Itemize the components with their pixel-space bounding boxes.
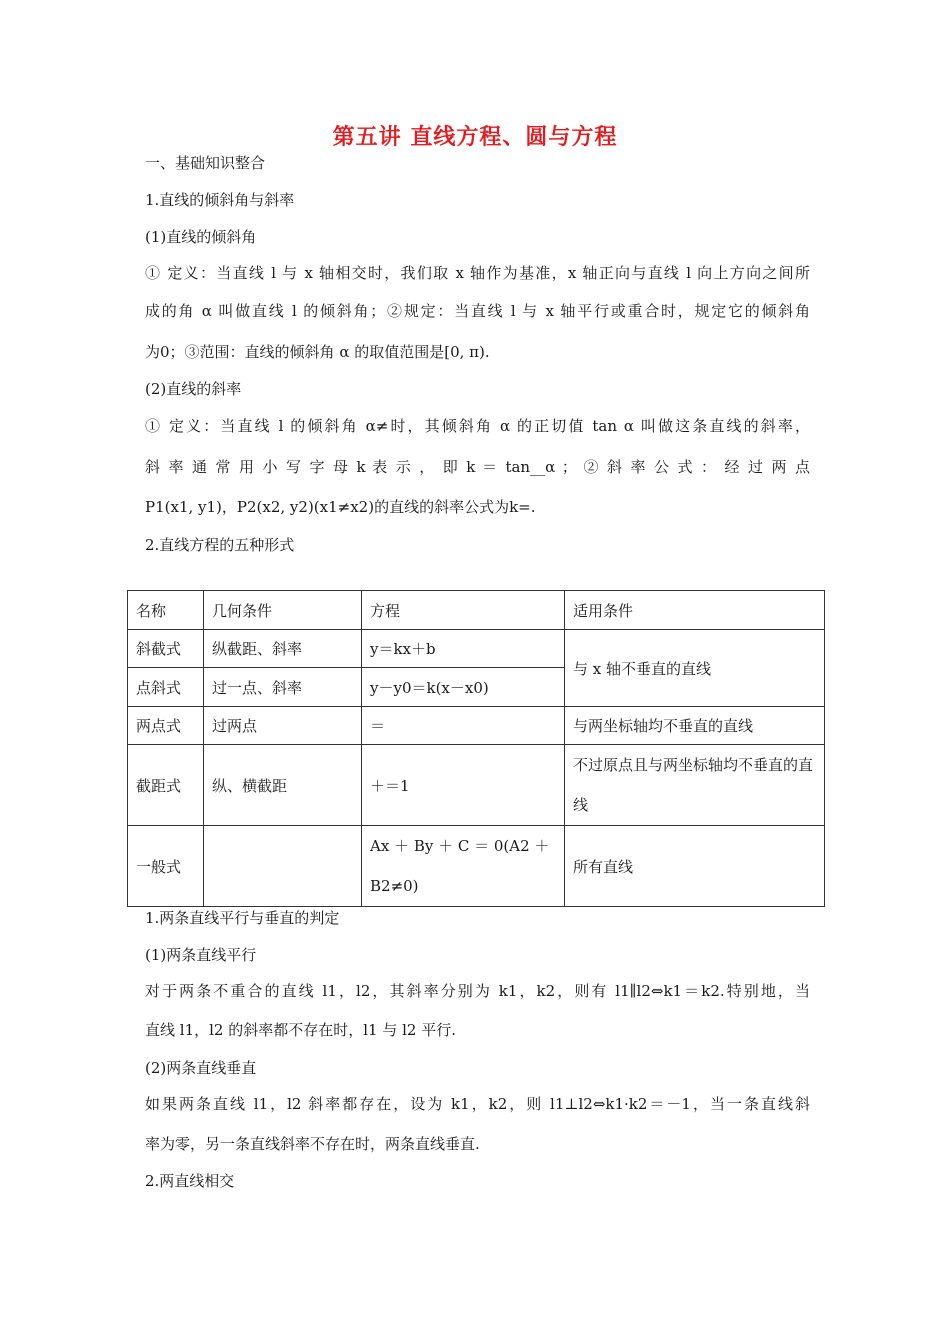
table-cell [204, 826, 362, 907]
paragraph-line: 成的角 α 叫做直线 l 的倾斜角；②规定：当直线 l 与 x 轴平行或重合时，规定它的倾斜角 [145, 302, 810, 320]
table-cell: 截距式 [128, 745, 204, 826]
table-row [128, 707, 825, 745]
subsection-heading: 1.直线的倾斜角与斜率 [145, 191, 295, 209]
table-cell: Ax ＋ By ＋ C ＝ 0(A2 ＋ B2≠0) [362, 826, 565, 907]
table-cell: 一般式 [128, 826, 204, 907]
subsection-heading: (2)两条直线垂直 [145, 1059, 257, 1077]
table-cell: 过一点、斜率 [204, 668, 362, 707]
line-equation-forms-table [127, 590, 825, 907]
header-cell: 几何条件 [204, 591, 362, 630]
header-cell: 名称 [128, 591, 204, 630]
subsection-heading: 1.两条直线平行与垂直的判定 [145, 909, 340, 927]
paragraph-line: 如果两条直线 l1，l2 斜率都存在，设为 k1，k2，则 l1⊥l2⇔k1·k2＝－1，当一条直线斜 [145, 1095, 810, 1113]
table-cell: 两点式 [128, 707, 204, 745]
header-cell: 适用条件 [565, 591, 825, 630]
table-cell: y－y0＝k(x－x0) [362, 668, 565, 707]
subsection-heading: 2.两直线相交 [145, 1172, 235, 1190]
paragraph-line: 直线 l1，l2 的斜率都不存在时，l1 与 l2 平行. [145, 1021, 456, 1039]
paragraph-line: 率为零，另一条直线斜率不存在时，两条直线垂直. [145, 1135, 480, 1153]
table-cell: ＋＝1 [362, 745, 565, 826]
paragraph-line: 斜 率 通 常 用 小 写 字 母 k 表 示 ， 即 k ＝ tan__α ； ② 斜 率 公 式 ： 经 过 两 点 [145, 458, 810, 476]
table-header-row [128, 591, 825, 630]
table-cell: 所有直线 [565, 826, 825, 907]
table-cell: 与两坐标轴均不垂直的直线 [565, 707, 825, 745]
section-heading: 一、基础知识整合 [145, 154, 266, 172]
subsection-heading: (2)直线的斜率 [145, 380, 242, 398]
paragraph-line: 对于两条不重合的直线 l1，l2，其斜率分别为 k1，k2，则有 l1∥l2⇔k1＝k2.特别地，当 [145, 982, 810, 1000]
subsection-heading: (1)两条直线平行 [145, 946, 257, 964]
paragraph-line: ① 定义：当直线 l 的倾斜角 α≠时，其倾斜角 α 的正切值 tan α 叫做这条直线的斜率， [145, 417, 810, 435]
table-cell: 与 x 轴不垂直的直线 [565, 630, 825, 707]
table-cell: 纵截距、斜率 [204, 630, 362, 668]
subsection-heading: 2.直线方程的五种形式 [145, 536, 295, 554]
table-row [128, 630, 825, 668]
table-cell: ＝ [362, 707, 565, 745]
paragraph-line: ① 定义：当直线 l 与 x 轴相交时，我们取 x 轴作为基准，x 轴正向与直线 l 向上方向之间所 [145, 264, 810, 282]
table-cell: 纵、横截距 [204, 745, 362, 826]
table-row [128, 826, 825, 907]
paragraph-line: P1(x1, y1)，P2(x2, y2)(x1≠x2)的直线的斜率公式为k=. [145, 498, 536, 516]
table-cell: y＝kx＋b [362, 630, 565, 668]
subsection-heading: (1)直线的倾斜角 [145, 228, 257, 246]
header-cell: 方程 [362, 591, 565, 630]
page-title: 第五讲 直线方程、圆与方程 [332, 125, 618, 150]
table-cell: 过两点 [204, 707, 362, 745]
table-cell: 斜截式 [128, 630, 204, 668]
table-row [128, 745, 825, 826]
table-cell: 点斜式 [128, 668, 204, 707]
table-cell: 不过原点且与两坐标轴均不垂直的直线 [565, 745, 825, 826]
paragraph-line: 为0；③范围：直线的倾斜角 α 的取值范围是[0, π). [145, 343, 490, 361]
